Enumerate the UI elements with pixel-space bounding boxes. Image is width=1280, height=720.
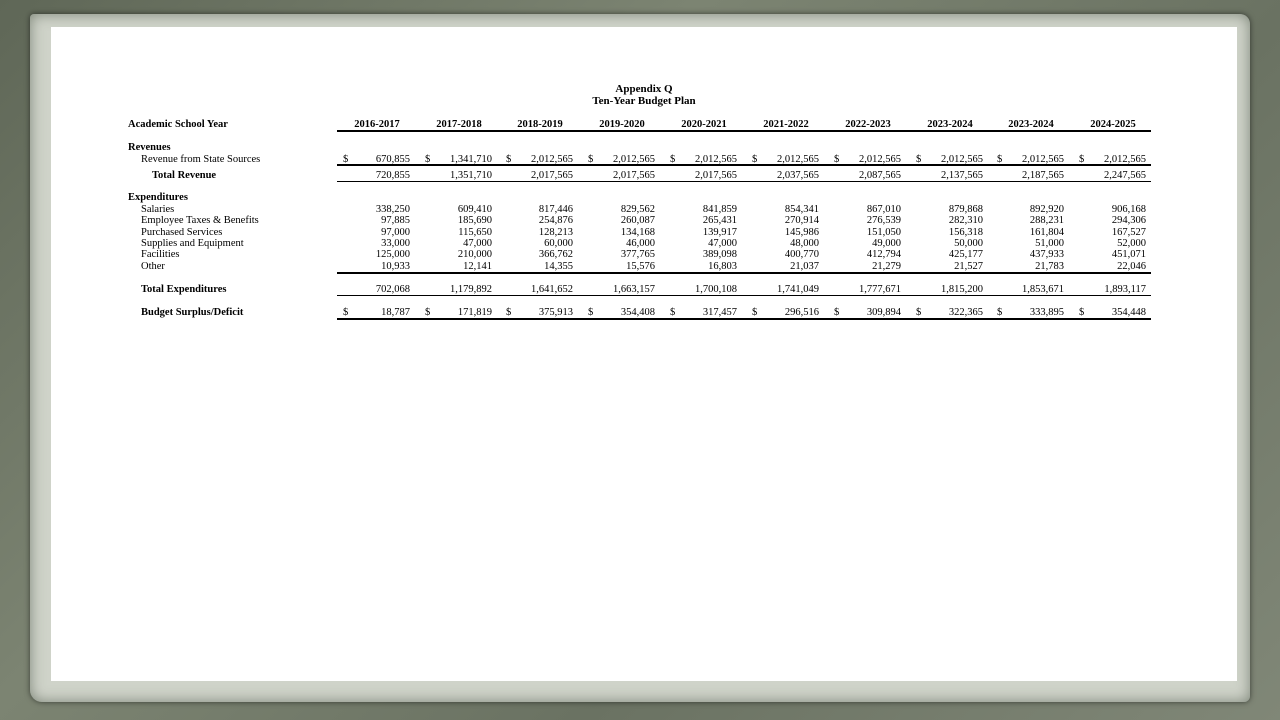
total-revenue-value: 2,137,565 <box>941 170 983 181</box>
expenditure-row-value: 867,010 <box>866 204 901 215</box>
expenditure-row-value: 125,000 <box>375 249 410 261</box>
currency-symbol: $ <box>916 307 922 318</box>
total-expenditures-value: 1,893,117 <box>1104 284 1146 295</box>
surplus-value: 296,516 <box>784 307 819 318</box>
document-subtitle: Ten-Year Budget Plan <box>592 95 696 107</box>
expenditure-row-value: 134,168 <box>620 226 655 238</box>
total-expenditures-label: Total Expenditures <box>141 284 227 295</box>
expenditure-row-value: 288,231 <box>1029 215 1064 227</box>
currency-symbol: $ <box>343 307 349 318</box>
expenditure-row-value: 451,071 <box>1111 249 1146 261</box>
header-label: Academic School Year <box>128 119 228 130</box>
total-revenue-value: 2,087,565 <box>859 170 901 181</box>
total-expenditures-value: 1,179,892 <box>450 284 492 295</box>
state-revenue-value: 2,012,565 <box>695 154 737 165</box>
expenditure-row-value: 14,355 <box>544 260 573 272</box>
expenditure-row-value: 21,279 <box>872 260 901 272</box>
expenditure-row-value: 260,087 <box>620 215 655 227</box>
expenditure-row-value: 609,410 <box>457 204 492 215</box>
expenditure-row-value: 47,000 <box>708 237 737 249</box>
revenue-subtotal-rule <box>337 164 1151 166</box>
expenditure-row-value: 892,920 <box>1029 204 1064 215</box>
revenues-section-label: Revenues <box>128 142 171 153</box>
expenditure-row-value: 254,876 <box>538 215 573 227</box>
expenditure-row-value: 282,310 <box>948 215 983 227</box>
expenditure-row-value: 210,000 <box>457 249 492 261</box>
surplus-value: 354,448 <box>1111 307 1146 318</box>
expenditure-row-value: 22,046 <box>1117 260 1146 272</box>
expenditure-row-value: 389,098 <box>702 249 737 261</box>
expenditure-row-label: Facilities <box>141 249 180 261</box>
expenditure-row-value: 185,690 <box>457 215 492 227</box>
expenditure-row-value: 97,000 <box>381 226 410 238</box>
expenditure-row-value: 33,000 <box>381 237 410 249</box>
expenditure-row-value: 377,765 <box>620 249 655 261</box>
total-expenditures-value: 1,741,049 <box>777 284 819 295</box>
surplus-value: 375,913 <box>538 307 573 318</box>
currency-symbol: $ <box>997 307 1003 318</box>
surplus-value: 18,787 <box>381 307 410 318</box>
expenditure-row-value: 115,650 <box>458 226 492 238</box>
total-expenditures-value: 1,700,108 <box>695 284 737 295</box>
year-header: 2016-2017 <box>354 119 400 130</box>
expenditure-row-value: 167,527 <box>1111 226 1146 238</box>
expenditure-row-value: 21,037 <box>790 260 819 272</box>
state-revenue-value: 2,012,565 <box>613 154 655 165</box>
year-header: 2018-2019 <box>517 119 563 130</box>
expenditure-row-value: 21,527 <box>954 260 983 272</box>
state-revenue-value: 2,012,565 <box>531 154 573 165</box>
expenditure-row-value: 161,804 <box>1029 226 1064 238</box>
total-revenue-value: 2,037,565 <box>777 170 819 181</box>
header-rule <box>337 130 1151 132</box>
year-header: 2022-2023 <box>845 119 891 130</box>
state-revenue-value: 2,012,565 <box>777 154 819 165</box>
currency-symbol: $ <box>425 154 431 165</box>
expenditures-section-label: Expenditures <box>128 192 188 203</box>
expenditure-row-label: Other <box>141 260 165 272</box>
total-expenditures-value: 1,853,671 <box>1022 284 1064 295</box>
currency-symbol: $ <box>588 154 594 165</box>
expenditure-row-value: 276,539 <box>866 215 901 227</box>
expenditure-row-value: 412,794 <box>866 249 901 261</box>
surplus-label: Budget Surplus/Deficit <box>141 307 244 318</box>
surplus-value: 354,408 <box>620 307 655 318</box>
total-revenue-value: 2,017,565 <box>613 170 655 181</box>
total-revenue-value: 1,351,710 <box>450 170 492 181</box>
expenditure-row-value: 265,431 <box>702 215 737 227</box>
year-header: 2021-2022 <box>763 119 809 130</box>
expenditure-row-value: 97,885 <box>381 215 410 227</box>
expenditure-row-value: 21,783 <box>1035 260 1064 272</box>
surplus-value: 333,895 <box>1029 307 1064 318</box>
year-header: 2023-2024 <box>1008 119 1054 130</box>
year-header: 2017-2018 <box>436 119 482 130</box>
currency-symbol: $ <box>425 307 431 318</box>
expenditure-row-value: 270,914 <box>784 215 819 227</box>
expenditure-row-value: 841,859 <box>702 204 737 215</box>
expenditure-row-value: 151,050 <box>866 226 901 238</box>
currency-symbol: $ <box>506 307 512 318</box>
state-revenue-value: 2,012,565 <box>859 154 901 165</box>
total-expenditures-value: 702,068 <box>375 284 410 295</box>
expenditure-total-rule <box>337 295 1151 296</box>
expenditure-row-value: 145,986 <box>784 226 819 238</box>
expenditure-row-value: 139,917 <box>702 226 737 238</box>
expenditure-row-value: 46,000 <box>626 237 655 249</box>
total-revenue-value: 2,187,565 <box>1022 170 1064 181</box>
currency-symbol: $ <box>343 154 349 165</box>
total-revenue-value: 2,017,565 <box>531 170 573 181</box>
total-expenditures-value: 1,663,157 <box>613 284 655 295</box>
expenditure-row-value: 15,576 <box>626 260 655 272</box>
expenditure-row-label: Employee Taxes & Benefits <box>141 215 259 227</box>
state-revenue-value: 1,341,710 <box>450 154 492 165</box>
currency-symbol: $ <box>670 307 676 318</box>
surplus-rule <box>337 318 1151 320</box>
expenditure-row-value: 49,000 <box>872 237 901 249</box>
expenditure-rule <box>337 272 1151 274</box>
expenditure-row-value: 60,000 <box>544 237 573 249</box>
currency-symbol: $ <box>588 307 594 318</box>
total-revenue-value: 2,017,565 <box>695 170 737 181</box>
expenditure-row-value: 16,803 <box>708 260 737 272</box>
surplus-value: 317,457 <box>702 307 737 318</box>
expenditure-row-value: 156,318 <box>948 226 983 238</box>
expenditure-row-value: 437,933 <box>1029 249 1064 261</box>
expenditure-row-value: 52,000 <box>1117 237 1146 249</box>
total-expenditures-value: 1,815,200 <box>941 284 983 295</box>
total-revenue-value: 720,855 <box>375 170 410 181</box>
expenditure-row-value: 47,000 <box>463 237 492 249</box>
currency-symbol: $ <box>670 154 676 165</box>
document-title-block <box>51 83 1237 107</box>
expenditure-row-value: 10,933 <box>381 260 410 272</box>
expenditure-row-value: 425,177 <box>948 249 983 261</box>
total-expenditures-value: 1,777,671 <box>859 284 901 295</box>
currency-symbol: $ <box>834 307 840 318</box>
currency-symbol: $ <box>916 154 922 165</box>
state-revenue-value: 670,855 <box>375 154 410 165</box>
year-header: 2020-2021 <box>681 119 727 130</box>
expenditure-row-value: 48,000 <box>790 237 819 249</box>
expenditure-row-value: 854,341 <box>784 204 819 215</box>
state-revenue-value: 2,012,565 <box>941 154 983 165</box>
currency-symbol: $ <box>506 154 512 165</box>
expenditure-row-label: Purchased Services <box>141 226 223 238</box>
expenditure-row-value: 128,213 <box>538 226 573 238</box>
expenditure-row-label: Salaries <box>141 204 175 215</box>
slide-page <box>51 27 1237 681</box>
expenditure-row-value: 12,141 <box>463 260 492 272</box>
expenditure-row-value: 338,250 <box>375 204 410 215</box>
expenditure-row-value: 829,562 <box>620 204 655 215</box>
year-header: 2024-2025 <box>1090 119 1136 130</box>
state-revenue-value: 2,012,565 <box>1022 154 1064 165</box>
currency-symbol: $ <box>752 154 758 165</box>
currency-symbol: $ <box>752 307 758 318</box>
document-title: Appendix Q <box>615 83 673 95</box>
total-revenue-label: Total Revenue <box>152 170 217 181</box>
revenue-total-rule <box>337 181 1151 182</box>
expenditure-row-value: 294,306 <box>1111 215 1146 227</box>
expenditure-row-value: 879,868 <box>948 204 983 215</box>
expenditure-row-value: 906,168 <box>1111 204 1146 215</box>
surplus-value: 322,365 <box>948 307 983 318</box>
surplus-value: 171,819 <box>457 307 492 318</box>
total-expenditures-value: 1,641,652 <box>531 284 573 295</box>
year-header: 2023-2024 <box>927 119 973 130</box>
total-revenue-value: 2,247,565 <box>1104 170 1146 181</box>
expenditure-row-label: Supplies and Equipment <box>141 237 244 249</box>
year-header: 2019-2020 <box>599 119 645 130</box>
expenditure-row-value: 50,000 <box>954 237 983 249</box>
state-revenue-value: 2,012,565 <box>1104 154 1146 165</box>
expenditure-row-value: 51,000 <box>1035 237 1064 249</box>
currency-symbol: $ <box>1079 154 1085 165</box>
expenditure-row-value: 400,770 <box>784 249 819 261</box>
currency-symbol: $ <box>834 154 840 165</box>
expenditure-row-value: 366,762 <box>538 249 573 261</box>
currency-symbol: $ <box>997 154 1003 165</box>
currency-symbol: $ <box>1079 307 1085 318</box>
expenditure-row-value: 817,446 <box>538 204 573 215</box>
surplus-value: 309,894 <box>866 307 901 318</box>
state-revenue-label: Revenue from State Sources <box>141 154 261 165</box>
